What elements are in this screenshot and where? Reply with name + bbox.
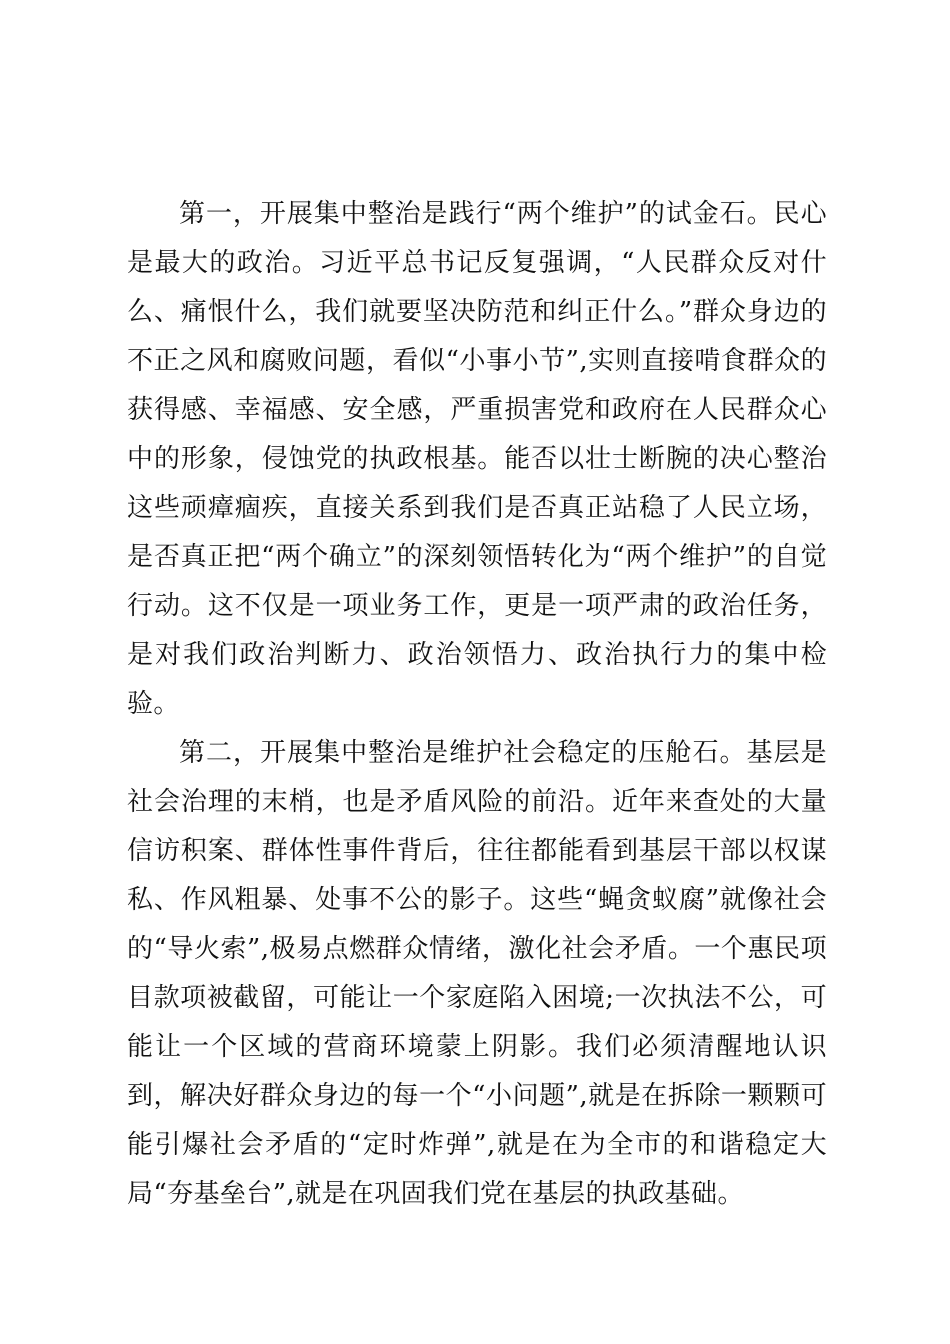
body-text [127,190,827,1219]
paragraph-second: 第二，开展集中整治是维护社会稳定的压舱石。基层是社会治理的末梢，也是矛盾风险的前沿。近年来查处的大量信访积案、群体性事件背后，往往都能看到基层干部以权谋私、作风粗暴、处事不公的影子。这些“蝇贪蚁腐”就像社会的“导火索”,极易点燃群众情绪，激化社会矛盾。一个惠民项目款项被截留，可能让一个家庭陷入困境;一次执法不公，可能让一个区域的营商环境蒙上阴影。我们必须清醒地认识到，解决好群众身边的每一个“小问题”,就是在拆除一颗颗可能引爆社会矛盾的“定时炸弹”,就是在为全市的和谐稳定大局“夯基垒台”,就是在巩固我们党在基层的执政基础。 [127,738,827,1209]
paragraph-first: 第一，开展集中整治是践行“两个维护”的试金石。民心是最大的政治。习近平总书记反复强调，“人民群众反对什么、痛恨什么，我们就要坚决防范和纠正什么。”群众身边的不正之风和腐败问题，看似“小事小节”,实则直接啃食群众的获得感、幸福感、安全感，严重损害党和政府在人民群众心中的形象，侵蚀党的执政根基。能否以壮士断腕的决心整治这些顽瘴痼疾，直接关系到我们是否真正站稳了人民立场，是否真正把“两个确立”的深刻领悟转化为“两个维护”的自觉行动。这不仅是一项业务工作，更是一项严肃的政治任务，是对我们政治判断力、政治领悟力、政治执行力的集中检验。 [127,199,827,719]
